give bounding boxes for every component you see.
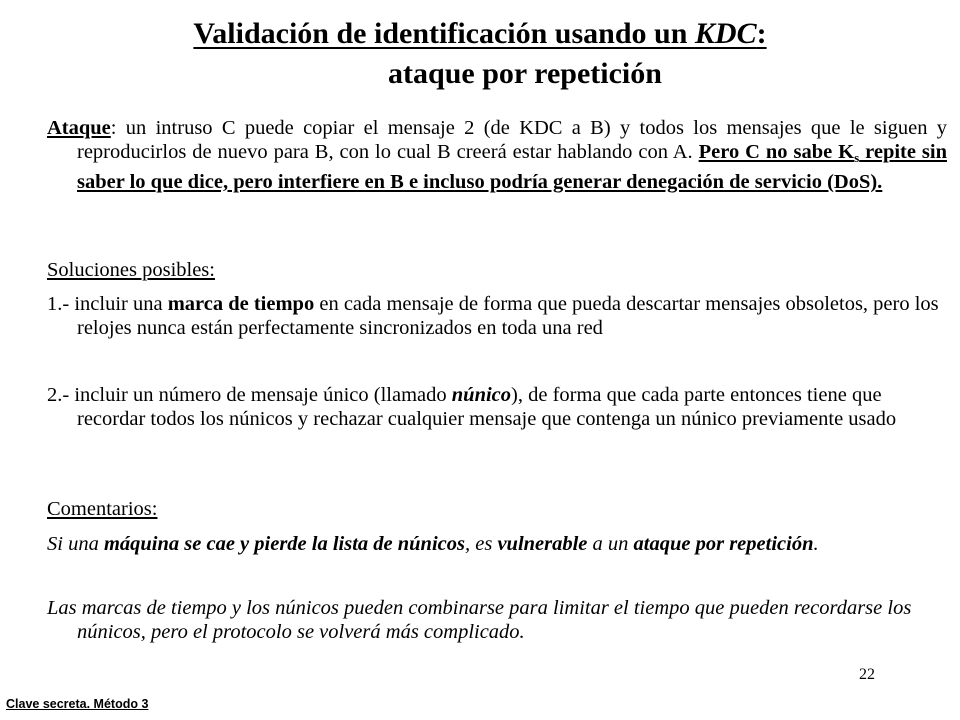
slide-title [0, 14, 960, 94]
footer-label: Clave secreta. Método 3 [6, 697, 149, 711]
title-line-2: ataque por repetición [388, 57, 662, 90]
title-kdc: KDC [694, 17, 757, 50]
attack-label: Ataque [47, 117, 111, 139]
attack-paragraph: Ataque: un intruso C puede copiar el mensaje 2 (de KDC a B) y todos los mensajes que le siguen y reproducirlos de nuevo para B, con lo cual B creerá estar hablando con A. Pero C no sabe $K_s$ repite sin saber lo que dice, pero interfiere en B e incluso podría generar denegación de servicio (DoS). [47, 117, 947, 193]
slide-number: 22 [859, 666, 875, 683]
attack-emphasis-2: repite sin saber lo que dice, pero interfiere en B e incluso podría generar denegación de servicio (DoS). [77, 141, 947, 193]
comments-heading: Comentarios: [47, 498, 158, 520]
comment-1: Si una máquina se cae y pierde la lista de núnicos, es vulnerable a un ataque por repetición. [47, 533, 819, 555]
solutions-heading: Soluciones posibles: [47, 259, 215, 281]
comment-2: Las marcas de tiempo y los núnicos pueden combinarse para limitar el tiempo que pueden recordarse los núnicos, pero el protocolo se volverá más complicado. [47, 597, 912, 643]
solution-item-2: 2.- incluir un número de mensaje único (llamado núnico), de forma que cada parte entonces tiene que recordar todos los núnicos y rechazar cualquier mensaje que contenga un núnico previamente usado [47, 384, 897, 430]
attack-emphasis-1: Pero C no sabe $K_s$ [698, 141, 860, 165]
title-line-1: Validación de identificación usando un KDC: [193, 17, 767, 50]
solution-item-1: 1.- incluir una marca de tiempo en cada mensaje de forma que pueda descartar mensajes obsoletos, pero los relojes nunca están perfectamente sincronizados en toda una red [47, 293, 939, 339]
